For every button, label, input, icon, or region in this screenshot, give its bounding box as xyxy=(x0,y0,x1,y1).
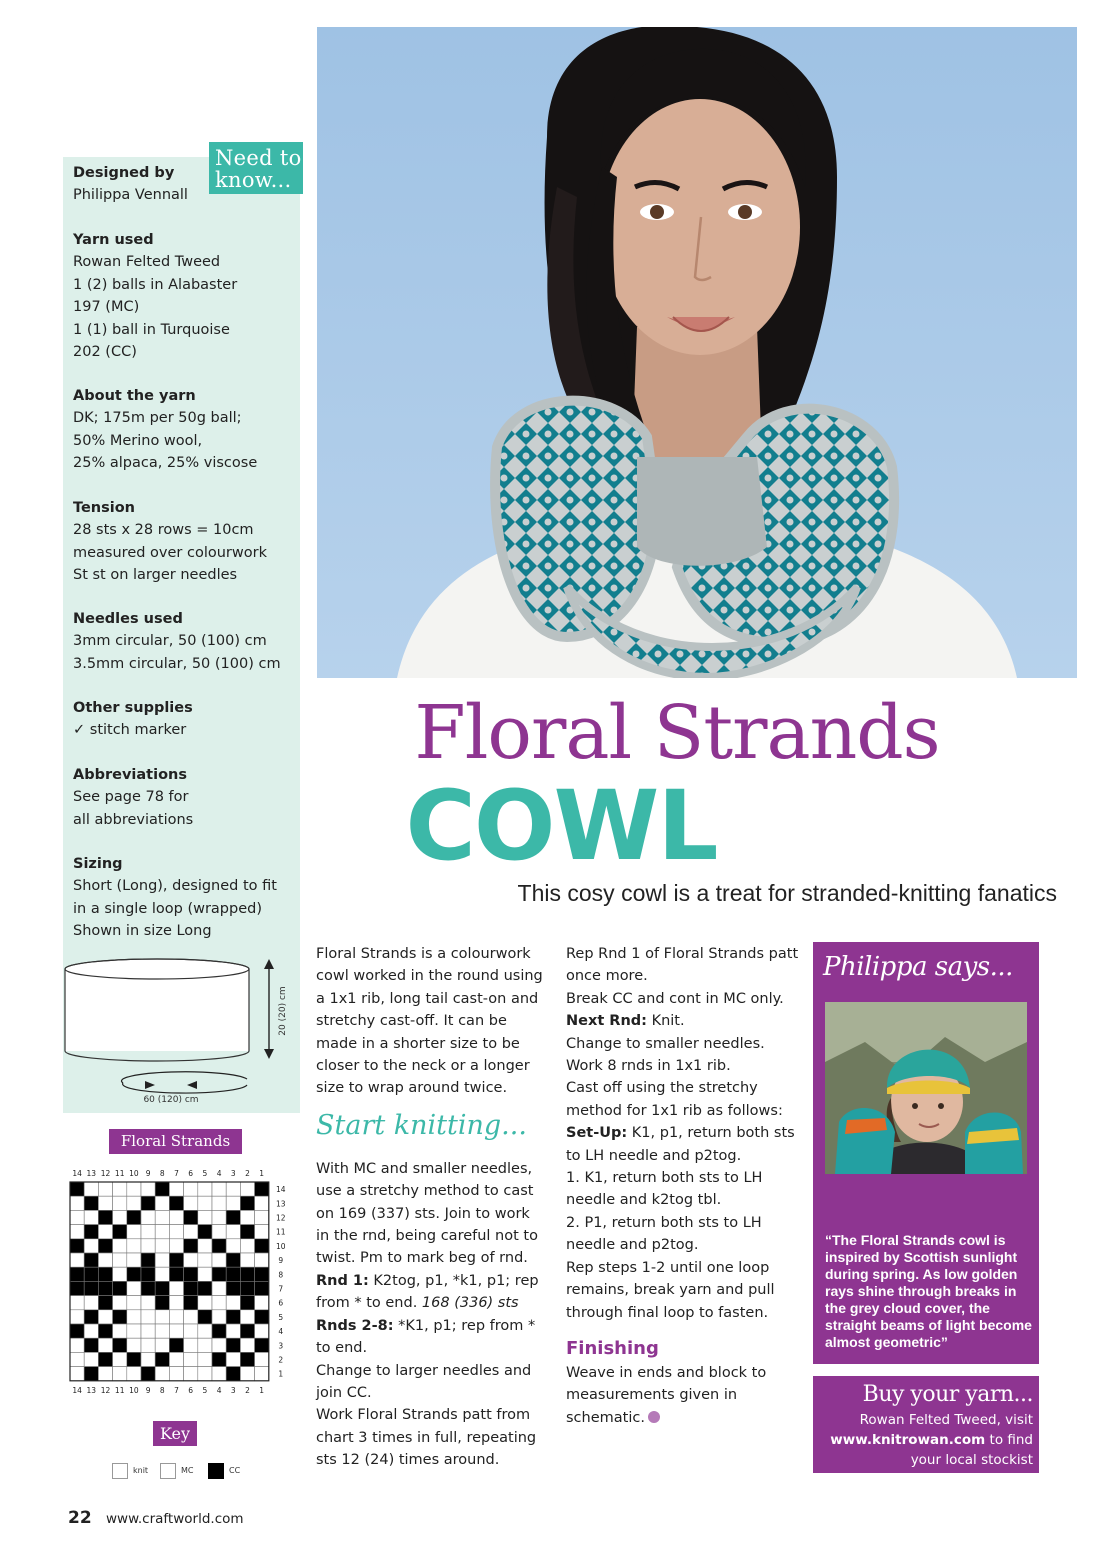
chart-col-number: 9 xyxy=(145,1385,151,1395)
chart-col-number: 7 xyxy=(174,1385,179,1395)
chart-cell-mc xyxy=(113,1253,127,1267)
chart-cell-mc xyxy=(198,1324,212,1338)
chart-cell-mc xyxy=(212,1225,226,1239)
chart-col-number: 13 xyxy=(86,1385,97,1395)
about-yarn-block: About the yarn DK; 175m per 50g ball; 50% Merino wool, 25% alpaca, 25% viscose xyxy=(73,388,258,472)
chart-cell-cc xyxy=(240,1225,254,1239)
chart-cell-mc xyxy=(169,1367,183,1381)
chart-cell-mc xyxy=(198,1239,212,1253)
chart-row-number: 5 xyxy=(278,1312,284,1322)
chart-cell-cc xyxy=(98,1239,112,1253)
height-label: 20 (20) cm xyxy=(278,986,288,1036)
step-1-text: 1. K1, return both sts to LH needle and k2tog tbl. xyxy=(566,1170,763,1209)
chart-cell-mc xyxy=(141,1210,155,1224)
chart-cell-cc xyxy=(212,1267,226,1281)
chart-cell-cc xyxy=(70,1281,84,1295)
chart-cell-cc xyxy=(98,1267,112,1281)
chart-cell-cc xyxy=(226,1338,240,1352)
chart-cell-mc xyxy=(155,1196,169,1210)
yarn-ball-icon xyxy=(648,1411,660,1423)
chart-cell-mc xyxy=(255,1352,269,1366)
chart-cell-mc xyxy=(155,1310,169,1324)
chart-cell-mc xyxy=(255,1367,269,1381)
chart-col-number: 14 xyxy=(72,1385,82,1395)
rnd-1-instruction: Rnd 1: K2tog, p1, *k1, p1; rep from * to end. 168 (336) sts xyxy=(316,1272,539,1312)
setup-instruction: Set-Up: K1, p1, return both sts to LH needle and p2tog. xyxy=(566,1125,795,1164)
chart-cell-cc xyxy=(98,1281,112,1295)
designer-quote: “The Floral Strands cowl is inspired by Scottish sunlight during spring. As low golden rays shine through breaks in the grey cloud cover, the straight beams of light become almost geometric” xyxy=(825,1232,1032,1350)
chart-row-number: 4 xyxy=(278,1327,284,1337)
chart-cell-mc xyxy=(169,1182,183,1196)
intro-text: Floral Strands is a colourwork cowl worked in the round using a 1x1 rib, long tail cast-on and stretchy cast-off. It can be made in a shorter size to be closer to the neck or a longer size to wrap around twice. xyxy=(316,946,543,1097)
chart-cell-mc xyxy=(226,1352,240,1366)
chart-cell-mc xyxy=(198,1267,212,1281)
chart-cell-mc xyxy=(98,1367,112,1381)
rep-steps-text: Rep steps 1-2 until one loop remains, break yarn and pull through final loop to fasten. xyxy=(566,1259,775,1321)
chart-cell-cc xyxy=(141,1253,155,1267)
chart-cell-mc xyxy=(155,1253,169,1267)
chart-cell-cc xyxy=(84,1281,98,1295)
chart-cell-mc xyxy=(127,1182,141,1196)
chart-cell-mc xyxy=(113,1210,127,1224)
chart-cell-mc xyxy=(184,1324,198,1338)
chart-cell-mc xyxy=(226,1196,240,1210)
chart-col-number: 11 xyxy=(114,1169,125,1178)
chart-cell-cc xyxy=(184,1281,198,1295)
chart-cell-mc xyxy=(113,1324,127,1338)
chart-cell-mc xyxy=(84,1296,98,1310)
designer-photo xyxy=(825,1002,1027,1174)
chart-cell-cc xyxy=(240,1267,254,1281)
chart-cell-mc xyxy=(169,1310,183,1324)
chart-cell-mc xyxy=(212,1253,226,1267)
chart-cell-cc xyxy=(113,1338,127,1352)
chart-col-number: 7 xyxy=(174,1169,179,1178)
chart-cell-mc xyxy=(169,1225,183,1239)
chart-cell-mc xyxy=(127,1324,141,1338)
chart-cell-cc xyxy=(98,1296,112,1310)
chart-cell-mc xyxy=(212,1310,226,1324)
chart-cell-mc xyxy=(70,1210,84,1224)
other-supplies-block: Other supplies ✓ stitch marker xyxy=(73,700,193,739)
chart-cell-mc xyxy=(141,1324,155,1338)
chart-cell-mc xyxy=(226,1239,240,1253)
chart-cell-cc xyxy=(226,1267,240,1281)
chart-cell-mc xyxy=(240,1210,254,1224)
chart-cell-mc xyxy=(127,1296,141,1310)
cast-off-text: Cast off using the stretchy method for 1x1 rib as follows: xyxy=(566,1080,783,1119)
chart-cell-mc xyxy=(198,1182,212,1196)
chart-cell-cc xyxy=(84,1196,98,1210)
chart-cell-mc xyxy=(212,1367,226,1381)
chart-cell-mc xyxy=(70,1296,84,1310)
chart-cell-mc xyxy=(198,1352,212,1366)
chart-cell-cc xyxy=(226,1281,240,1295)
chart-cell-cc xyxy=(141,1267,155,1281)
chart-cell-cc xyxy=(155,1182,169,1196)
chart-cell-cc xyxy=(84,1338,98,1352)
chart-cell-mc xyxy=(98,1338,112,1352)
knit-swatch xyxy=(112,1463,128,1479)
chart-cell-cc xyxy=(141,1196,155,1210)
chart-cell-mc xyxy=(226,1296,240,1310)
chart-cell-cc xyxy=(70,1324,84,1338)
cc-swatch xyxy=(208,1463,224,1479)
chart-cell-mc xyxy=(212,1338,226,1352)
chart-cell-cc xyxy=(70,1182,84,1196)
cast-on-text: With MC and smaller needles, use a stretchy method to cast on 169 (337) sts. Join to work in the rnd, being careful not to twist. Pm to mark beg of rnd. xyxy=(316,1160,538,1267)
chart-cell-mc xyxy=(198,1296,212,1310)
chart-cell-mc xyxy=(141,1225,155,1239)
chart-cell-cc xyxy=(98,1324,112,1338)
chart-cell-cc xyxy=(113,1281,127,1295)
chart-row-number: 8 xyxy=(278,1270,284,1280)
chart-cell-cc xyxy=(169,1196,183,1210)
chart-cell-cc xyxy=(226,1367,240,1381)
change-needles-text: Change to larger needles and join CC. xyxy=(316,1362,532,1401)
chart-col-number: 1 xyxy=(259,1385,265,1395)
chart-cell-cc xyxy=(70,1239,84,1253)
chart-cell-cc xyxy=(84,1367,98,1381)
chart-cell-mc xyxy=(127,1338,141,1352)
chart-row-number: 9 xyxy=(278,1256,284,1266)
chart-cell-mc xyxy=(141,1296,155,1310)
tension-block: Tension 28 sts x 28 rows = 10cm measured over colourwork St st on larger needles xyxy=(73,500,267,584)
chart-cell-cc xyxy=(212,1324,226,1338)
chart-cell-mc xyxy=(184,1367,198,1381)
chart-cell-mc xyxy=(155,1267,169,1281)
chart-cell-mc xyxy=(70,1352,84,1366)
need-to-know-tag: Need to know... xyxy=(209,142,303,194)
chart-cell-mc xyxy=(113,1267,127,1281)
chart-cell-cc xyxy=(255,1267,269,1281)
chart-cell-mc xyxy=(127,1281,141,1295)
chart-row-number: 7 xyxy=(278,1284,284,1294)
chart-col-number: 6 xyxy=(188,1385,194,1395)
chart-cell-mc xyxy=(84,1239,98,1253)
designer-says-box xyxy=(813,942,1039,1364)
chart-cell-mc xyxy=(70,1338,84,1352)
chart-cell-cc xyxy=(255,1239,269,1253)
chart-cell-mc xyxy=(184,1253,198,1267)
chart-col-number: 4 xyxy=(216,1169,222,1178)
chart-cell-mc xyxy=(226,1182,240,1196)
chart-row-number: 12 xyxy=(276,1213,286,1223)
chart-cell-mc xyxy=(169,1352,183,1366)
chart-cell-cc xyxy=(255,1182,269,1196)
chart-col-number: 5 xyxy=(202,1169,208,1178)
footer-url[interactable]: www.craftworld.com xyxy=(106,1511,244,1527)
chart-cell-mc xyxy=(184,1196,198,1210)
chart-row-number: 2 xyxy=(278,1355,284,1365)
chart-cell-mc xyxy=(169,1210,183,1224)
chart-cell-mc xyxy=(141,1310,155,1324)
chart-cell-mc xyxy=(240,1367,254,1381)
chart-cell-mc xyxy=(127,1239,141,1253)
chart-cell-mc xyxy=(212,1296,226,1310)
finishing-heading: Finishing xyxy=(566,1337,659,1359)
chart-cell-cc xyxy=(212,1239,226,1253)
chart-col-number: 4 xyxy=(216,1385,222,1395)
chart-cell-mc xyxy=(113,1367,127,1381)
chart-cell-cc xyxy=(84,1225,98,1239)
chart-cell-cc xyxy=(98,1352,112,1366)
chart-cell-cc xyxy=(240,1352,254,1366)
chart-col-number: 14 xyxy=(72,1169,82,1178)
chart-cell-mc xyxy=(127,1225,141,1239)
chart-cell-cc xyxy=(169,1338,183,1352)
chart-cell-mc xyxy=(141,1338,155,1352)
chart-cell-mc xyxy=(169,1239,183,1253)
chart-cell-mc xyxy=(127,1310,141,1324)
chart-cell-mc xyxy=(184,1225,198,1239)
break-cc-text: Break CC and cont in MC only. xyxy=(566,990,784,1007)
chart-cell-cc xyxy=(155,1296,169,1310)
chart-cell-mc xyxy=(212,1182,226,1196)
chart-cell-cc xyxy=(255,1338,269,1352)
chart-cell-mc xyxy=(184,1182,198,1196)
chart-cell-mc xyxy=(240,1310,254,1324)
chart-cell-mc xyxy=(255,1225,269,1239)
knitrowan-link[interactable]: www.knitrowan.com xyxy=(830,1432,986,1448)
buy-yarn-box: Buy your yarn... Rowan Felted Tweed, visit www.knitrowan.com to find your local stockist xyxy=(813,1376,1039,1473)
chart-cell-mc xyxy=(70,1310,84,1324)
chart-cell-mc xyxy=(98,1225,112,1239)
chart-col-number: 8 xyxy=(159,1385,165,1395)
chart-cell-mc xyxy=(141,1182,155,1196)
rib-text: Work 8 rnds in 1x1 rib. xyxy=(566,1058,731,1075)
start-knitting-heading: Start knitting... xyxy=(316,1109,527,1141)
chart-col-number: 10 xyxy=(129,1169,139,1178)
title-cowl: COWL xyxy=(405,770,717,882)
chart-cell-cc xyxy=(184,1296,198,1310)
chart-col-number: 8 xyxy=(159,1169,165,1178)
chart-cell-mc xyxy=(169,1281,183,1295)
chart-cell-cc xyxy=(212,1352,226,1366)
chart-cell-cc xyxy=(141,1281,155,1295)
chart-cell-mc xyxy=(155,1239,169,1253)
title-floral-strands: Floral Strands xyxy=(414,690,940,776)
chart-cell-cc xyxy=(113,1225,127,1239)
chart-cell-mc xyxy=(198,1210,212,1224)
chart-cell-mc xyxy=(113,1352,127,1366)
chart-row-number: 10 xyxy=(276,1241,286,1251)
chart-cell-mc xyxy=(255,1253,269,1267)
chart-cell-cc xyxy=(184,1267,198,1281)
chart-cell-cc xyxy=(70,1267,84,1281)
next-rnd-instruction: Next Rnd: Knit. xyxy=(566,1013,685,1030)
chart-cell-cc xyxy=(240,1196,254,1210)
chart-cell-cc xyxy=(127,1210,141,1224)
chart-cell-mc xyxy=(98,1310,112,1324)
chart-cell-mc xyxy=(113,1239,127,1253)
finishing-text: Weave in ends and block to measurements given in schematic. xyxy=(566,1364,767,1426)
chart-cell-mc xyxy=(240,1253,254,1267)
chart-cell-cc xyxy=(98,1210,112,1224)
page-number: 22 xyxy=(68,1508,92,1528)
chart-col-number: 12 xyxy=(100,1169,111,1178)
chart-cell-cc xyxy=(255,1310,269,1324)
chart-cell-cc xyxy=(198,1310,212,1324)
sizing-block: Sizing Short (Long), designed to fit in a single loop (wrapped) Shown in size Long xyxy=(73,856,277,940)
chart-cell-mc xyxy=(198,1338,212,1352)
rnds-2-8-instruction: Rnds 2-8: *K1, p1; rep from * to end. xyxy=(316,1317,536,1357)
chart-cell-cc xyxy=(155,1352,169,1366)
chart-cell-cc xyxy=(84,1253,98,1267)
chart-cell-mc xyxy=(169,1296,183,1310)
chart-cell-cc xyxy=(226,1210,240,1224)
rep-rnd-text: Rep Rnd 1 of Floral Strands patt once more. xyxy=(566,946,799,985)
chart-cell-mc xyxy=(155,1367,169,1381)
needles-block: Needles used 3mm circular, 50 (100) cm 3.5mm circular, 50 (100) cm xyxy=(73,611,281,672)
chart-cell-mc xyxy=(212,1281,226,1295)
chart-cell-cc xyxy=(255,1281,269,1295)
chart-cell-mc xyxy=(70,1225,84,1239)
chart-cell-cc xyxy=(169,1267,183,1281)
chart-cell-mc xyxy=(255,1324,269,1338)
chart-col-number: 10 xyxy=(129,1385,139,1395)
chart-cell-cc xyxy=(226,1253,240,1267)
chart-cell-mc xyxy=(184,1310,198,1324)
chart-row-number: 1 xyxy=(278,1369,284,1379)
chart-row-number: 11 xyxy=(276,1227,286,1237)
chart-cell-mc xyxy=(155,1338,169,1352)
chart-col-number: 11 xyxy=(114,1385,125,1395)
chart-cell-mc xyxy=(98,1253,112,1267)
chart-cell-mc xyxy=(127,1253,141,1267)
chart-title: Floral Strands xyxy=(109,1129,242,1154)
chart-col-number: 2 xyxy=(245,1169,250,1178)
chart-cell-mc xyxy=(127,1367,141,1381)
chart-cell-mc xyxy=(240,1182,254,1196)
chart-row-number: 14 xyxy=(276,1185,286,1195)
chart-row-number: 3 xyxy=(278,1341,284,1351)
body-column-2 xyxy=(566,943,801,1429)
chart-cell-mc xyxy=(70,1196,84,1210)
chart-cell-mc xyxy=(240,1338,254,1352)
chart-cell-mc xyxy=(141,1352,155,1366)
chart-col-number: 13 xyxy=(86,1169,97,1178)
chart-cell-mc xyxy=(226,1225,240,1239)
chart-cell-mc xyxy=(240,1239,254,1253)
key-title: Key xyxy=(153,1421,197,1446)
chart-cell-cc xyxy=(184,1239,198,1253)
chart-cell-mc xyxy=(98,1182,112,1196)
chart-cell-cc xyxy=(240,1281,254,1295)
chart-col-number: 2 xyxy=(245,1385,250,1395)
chart-cell-cc xyxy=(226,1310,240,1324)
designed-by-block: Designed by Philippa Vennall xyxy=(73,165,188,204)
chart-cell-mc xyxy=(255,1296,269,1310)
chart-cell-mc xyxy=(155,1225,169,1239)
chart-cell-mc xyxy=(226,1324,240,1338)
chart-cell-cc xyxy=(240,1296,254,1310)
chart-cell-cc xyxy=(84,1310,98,1324)
chart-cell-cc xyxy=(127,1267,141,1281)
chart-cell-mc xyxy=(84,1182,98,1196)
colourwork-chart xyxy=(64,1162,298,1408)
chart-cell-mc xyxy=(70,1253,84,1267)
chart-col-number: 5 xyxy=(202,1385,208,1395)
width-label: 60 (120) cm xyxy=(143,1095,199,1105)
chart-cell-mc xyxy=(70,1367,84,1381)
chart-cell-mc xyxy=(113,1296,127,1310)
step-2-text: 2. P1, return both sts to LH needle and p2tog. xyxy=(566,1214,762,1254)
chart-cell-mc xyxy=(198,1253,212,1267)
chart-cell-cc xyxy=(184,1210,198,1224)
chart-cell-mc xyxy=(198,1367,212,1381)
chart-cell-cc xyxy=(84,1267,98,1281)
chart-cell-mc xyxy=(169,1324,183,1338)
chart-col-number: 6 xyxy=(188,1169,194,1178)
buy-yarn-heading: Buy your yarn... xyxy=(862,1382,1033,1407)
chart-row-number: 13 xyxy=(276,1199,286,1209)
chart-cell-mc xyxy=(198,1196,212,1210)
mc-swatch xyxy=(160,1463,176,1479)
chart-col-number: 3 xyxy=(230,1169,236,1178)
chart-cell-mc xyxy=(184,1338,198,1352)
chart-cell-mc xyxy=(212,1196,226,1210)
chart-cell-mc xyxy=(212,1210,226,1224)
chart-cell-cc xyxy=(141,1367,155,1381)
abbreviations-block: Abbreviations See page 78 for all abbreviations xyxy=(73,767,194,828)
chart-cell-cc xyxy=(198,1225,212,1239)
designer-says-heading: Philippa says... xyxy=(823,952,1013,982)
chart-cell-cc xyxy=(113,1310,127,1324)
model-photo xyxy=(317,27,1077,678)
chart-col-number: 9 xyxy=(145,1169,151,1178)
chart-cell-mc xyxy=(84,1324,98,1338)
chart-cell-mc xyxy=(255,1210,269,1224)
chart-cell-mc xyxy=(155,1210,169,1224)
chart-cell-cc xyxy=(198,1281,212,1295)
chart-cell-mc xyxy=(184,1352,198,1366)
cowl-schematic xyxy=(63,955,300,1110)
subtitle: This cosy cowl is a treat for stranded-knitting fanatics xyxy=(517,880,1057,906)
smaller-needles-text: Change to smaller needles. xyxy=(566,1035,765,1052)
chart-cell-cc xyxy=(169,1253,183,1267)
chart-col-number: 3 xyxy=(230,1385,236,1395)
chart-cell-mc xyxy=(255,1196,269,1210)
chart-cell-mc xyxy=(155,1324,169,1338)
work-chart-text: Work Floral Strands patt from chart 3 times in full, repeating sts 12 (24) times around. xyxy=(316,1407,537,1469)
chart-cell-cc xyxy=(155,1281,169,1295)
chart-cell-cc xyxy=(127,1352,141,1366)
chart-col-number: 12 xyxy=(100,1385,111,1395)
chart-cell-mc xyxy=(113,1182,127,1196)
chart-cell-mc xyxy=(84,1352,98,1366)
body-column-1 xyxy=(316,943,546,1472)
yarn-used-block: Yarn used Rowan Felted Tweed 1 (2) balls in Alabaster 197 (MC) 1 (1) ball in Turquoise 202 (CC) xyxy=(73,232,238,361)
chart-cell-mc xyxy=(141,1239,155,1253)
chart-cell-mc xyxy=(127,1196,141,1210)
chart-col-number: 1 xyxy=(259,1169,265,1178)
chart-cell-mc xyxy=(113,1196,127,1210)
chart-cell-mc xyxy=(98,1196,112,1210)
chart-cell-cc xyxy=(240,1324,254,1338)
chart-row-number: 6 xyxy=(278,1298,284,1308)
chart-cell-mc xyxy=(84,1210,98,1224)
buy-yarn-text: Rowan Felted Tweed, visit xyxy=(859,1412,1033,1428)
